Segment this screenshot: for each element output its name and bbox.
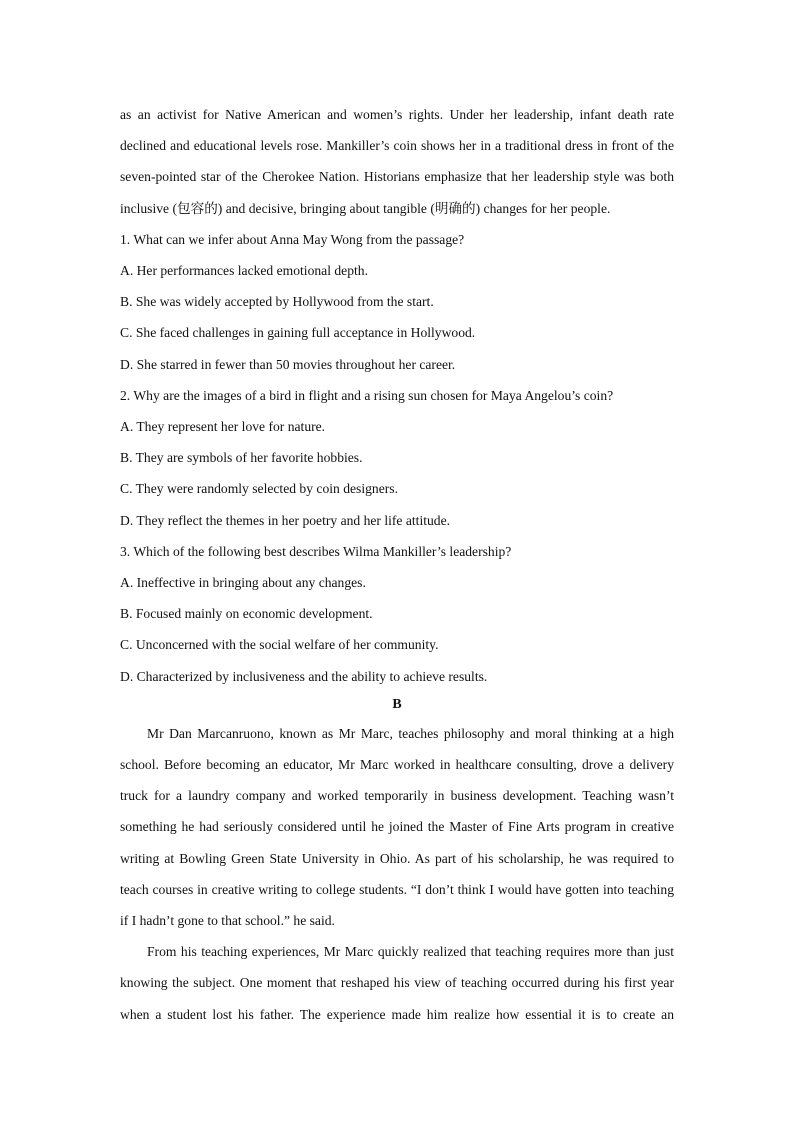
text-line: knowing the subject. One moment that reshaped his view of teaching occurred during his first year (120, 975, 674, 991)
answer-option-b: B. They are symbols of her favorite hobbies. (120, 450, 363, 466)
section-b-paragraph-1 (120, 718, 674, 936)
answer-option-d: D. She starred in fewer than 50 movies throughout her career. (120, 356, 456, 372)
answer-option-a: A. Ineffective in bringing about any changes. (120, 575, 366, 591)
text-line: declined and educational levels rose. Mankiller’s coin shows her in a traditional dress in front of the (120, 138, 674, 154)
answer-option-a: A. They represent her love for nature. (120, 419, 326, 435)
question-1 (120, 224, 674, 380)
answer-option-b: B. Focused mainly on economic development. (120, 606, 373, 622)
section-heading: B (392, 696, 402, 712)
text-line: inclusive (包容的) and decisive, bringing about tangible (明确的) changes for her people. (120, 200, 611, 216)
text-line: seven-pointed star of the Cherokee Nation. Historians emphasize that her leadership style was both (120, 169, 674, 185)
text-line: truck for a laundry company and worked temporarily in business development. Teaching wasn’t (120, 788, 674, 804)
text-line: something he had seriously considered until he joined the Master of Fine Arts program in creative (120, 819, 674, 835)
answer-option-c: C. She faced challenges in gaining full acceptance in Hollywood. (120, 325, 476, 341)
answer-option-c: C. They were randomly selected by coin designers. (120, 481, 398, 497)
text-line: if I hadn’t gone to that school.” he said. (120, 913, 335, 929)
question-stem: 2. Why are the images of a bird in flight and a rising sun chosen for Maya Angelou’s coin? (120, 387, 614, 403)
answer-option-a: A. Her performances lacked emotional depth. (120, 263, 368, 279)
text-line: school. Before becoming an educator, Mr Marc worked in healthcare consulting, drove a delivery (120, 757, 674, 773)
answer-option-d: D. Characterized by inclusiveness and the ability to achieve results. (120, 668, 488, 684)
text-line: writing at Bowling Green State University in Ohio. As part of his scholarship, he was required to (120, 850, 674, 866)
text-line: as an activist for Native American and women’s rights. Under her leadership, infant death rate (120, 107, 674, 122)
answer-option-d: D. They reflect the themes in her poetry and her life attitude. (120, 512, 451, 528)
section-b-paragraph-2 (120, 936, 674, 1030)
question-2 (120, 380, 674, 536)
text-line: From his teaching experiences, Mr Marc quickly realized that teaching requires more than just (147, 944, 674, 960)
question-stem: 1. What can we infer about Anna May Wong from the passage? (120, 231, 465, 247)
answer-option-b: B. She was widely accepted by Hollywood from the start. (120, 294, 434, 310)
text-line: teach courses in creative writing to college students. “I don’t think I would have gotten into teaching (120, 881, 674, 897)
text-line: Mr Dan Marcanruono, known as Mr Marc, teaches philosophy and moral thinking at a high (147, 725, 674, 741)
question-3 (120, 536, 674, 692)
question-stem: 3. Which of the following best describes Wilma Mankiller’s leadership? (120, 543, 512, 559)
answer-option-c: C. Unconcerned with the social welfare of her community. (120, 637, 439, 653)
document-content (120, 99, 674, 1030)
passage-a-ending (120, 99, 674, 224)
text-line: when a student lost his father. The experience made him realize how essential it is to create an (120, 1006, 674, 1022)
